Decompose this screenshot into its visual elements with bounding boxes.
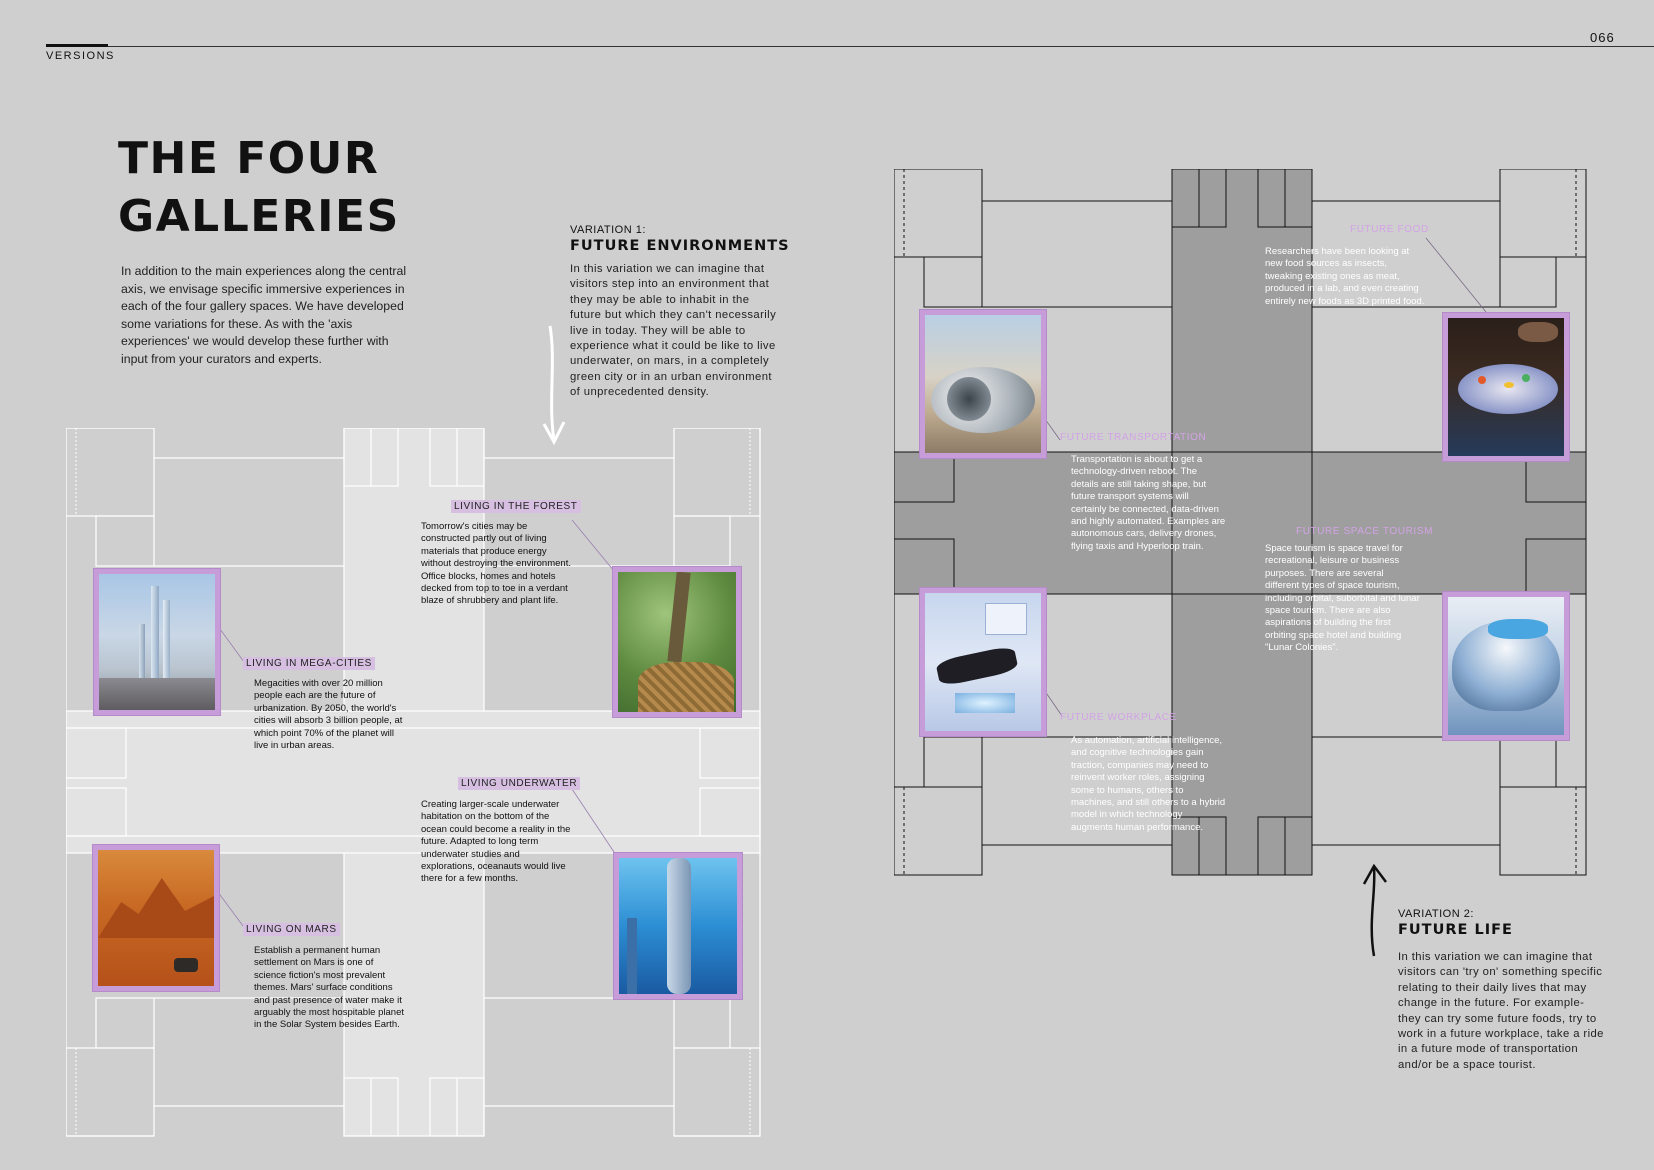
variation1-body: In this variation we can imagine that visitors step into an environment that they may be able to inhabit in the future but which they can't necessarily live in today. They will be able to experience what it could be like to live underwater, on mars, in a completely green city or in an urban environment of unprecedented density. bbox=[570, 263, 777, 399]
text-mars: Establish a permanent human settlement on Mars is one of science fiction's most prevalent themes. Mars' surface conditions and past presence of water make it arguably the most hospitable planet in the Solar System besides Earth. bbox=[254, 945, 404, 1031]
tag-food: FUTURE FOOD bbox=[1350, 224, 1429, 235]
variation2-title: FUTURE LIFE bbox=[1398, 922, 1513, 938]
text-food: Researchers have been looking at new food sources as insects, tweaking existing ones as meat, produced in a lab, and even creating entirely new foods as 3D printed food. bbox=[1265, 246, 1425, 307]
arrow-up-icon bbox=[1360, 862, 1396, 962]
text-workplace: As automation, artificial intelligence, and cognitive technologies gain traction, companies may need to reinvent worker roles, assigning some to humans, others to machines, and still others to a hybrid model in which technology augments human performance. bbox=[1071, 735, 1226, 833]
variation1-label: VARIATION 1: bbox=[570, 224, 646, 236]
variation2-label: VARIATION 2: bbox=[1398, 908, 1474, 920]
text-transportation: Transportation is about to get a technology-driven reboot. The details are still taking shape, but future transport systems will certainly be connected, data-driven and highly automated. Examples are autonomous cars, delivery drones, flying taxis and Hyperloop train. bbox=[1071, 454, 1226, 552]
tag-megacities: LIVING IN MEGA-CITIES bbox=[243, 657, 375, 670]
tag-space-tourism: FUTURE SPACE TOURISM bbox=[1296, 526, 1434, 537]
section-label: VERSIONS bbox=[46, 50, 115, 62]
text-space-tourism: Space tourism is space travel for recreational, leisure or business purposes. There are several different types of space tourism, including orbital, suborbital and lunar space tourism. There are also aspirations of building the first orbiting space hotel and building "Lunar Colonies". bbox=[1265, 543, 1420, 654]
tag-transportation: FUTURE TRANSPORTATION bbox=[1060, 432, 1207, 443]
intro-paragraph: In addition to the main experiences along the central axis, we envisage specific immersive experiences in each of the four gallery spaces. We have developed some variations for these. As with the 'axis experiences' we would develop these further with input from your curators and experts. bbox=[121, 264, 407, 366]
tag-forest: LIVING IN THE FOREST bbox=[451, 500, 581, 513]
tag-workplace: FUTURE WORKPLACE bbox=[1060, 712, 1177, 723]
variation2-block bbox=[1398, 908, 1608, 1073]
page-title-line2: GALLERIES bbox=[118, 191, 400, 242]
photo-workplace bbox=[920, 588, 1046, 736]
tag-underwater: LIVING UNDERWATER bbox=[458, 777, 580, 790]
page-number: 066 bbox=[1590, 30, 1615, 45]
tag-mars: LIVING ON MARS bbox=[243, 923, 340, 936]
page-title-line1: THE FOUR bbox=[118, 133, 380, 184]
text-megacities: Megacities with over 20 million people each are the future of urbanization. By 2050, the world's cities will absorb 3 billion people, at which point 70% of the planet will live in urban areas. bbox=[254, 678, 403, 752]
variation2-body: In this variation we can imagine that visitors can 'try on' something specific relating to their daily lives that may change in the future. For example- they can try some future foods, try to work in a future workplace, take a ride in a future mode of transportation and/or be a space tourist. bbox=[1398, 951, 1604, 1071]
text-forest: Tomorrow's cities may be constructed partly out of living materials that produce energy without destroying the environment. Office blocks, homes and hotels decked from top to toe in a verdant blaze of shrubbery and plant life. bbox=[421, 521, 571, 607]
text-underwater: Creating larger-scale underwater habitation on the bottom of the ocean could become a reality in the future. Adapted to long term underwater studies and explorations, oceanauts would live there for a few months. bbox=[421, 799, 571, 885]
photo-food bbox=[1443, 313, 1569, 461]
photo-space-tourism bbox=[1443, 592, 1569, 740]
photo-transportation bbox=[920, 310, 1046, 458]
variation1-title: FUTURE ENVIRONMENTS bbox=[570, 238, 790, 254]
